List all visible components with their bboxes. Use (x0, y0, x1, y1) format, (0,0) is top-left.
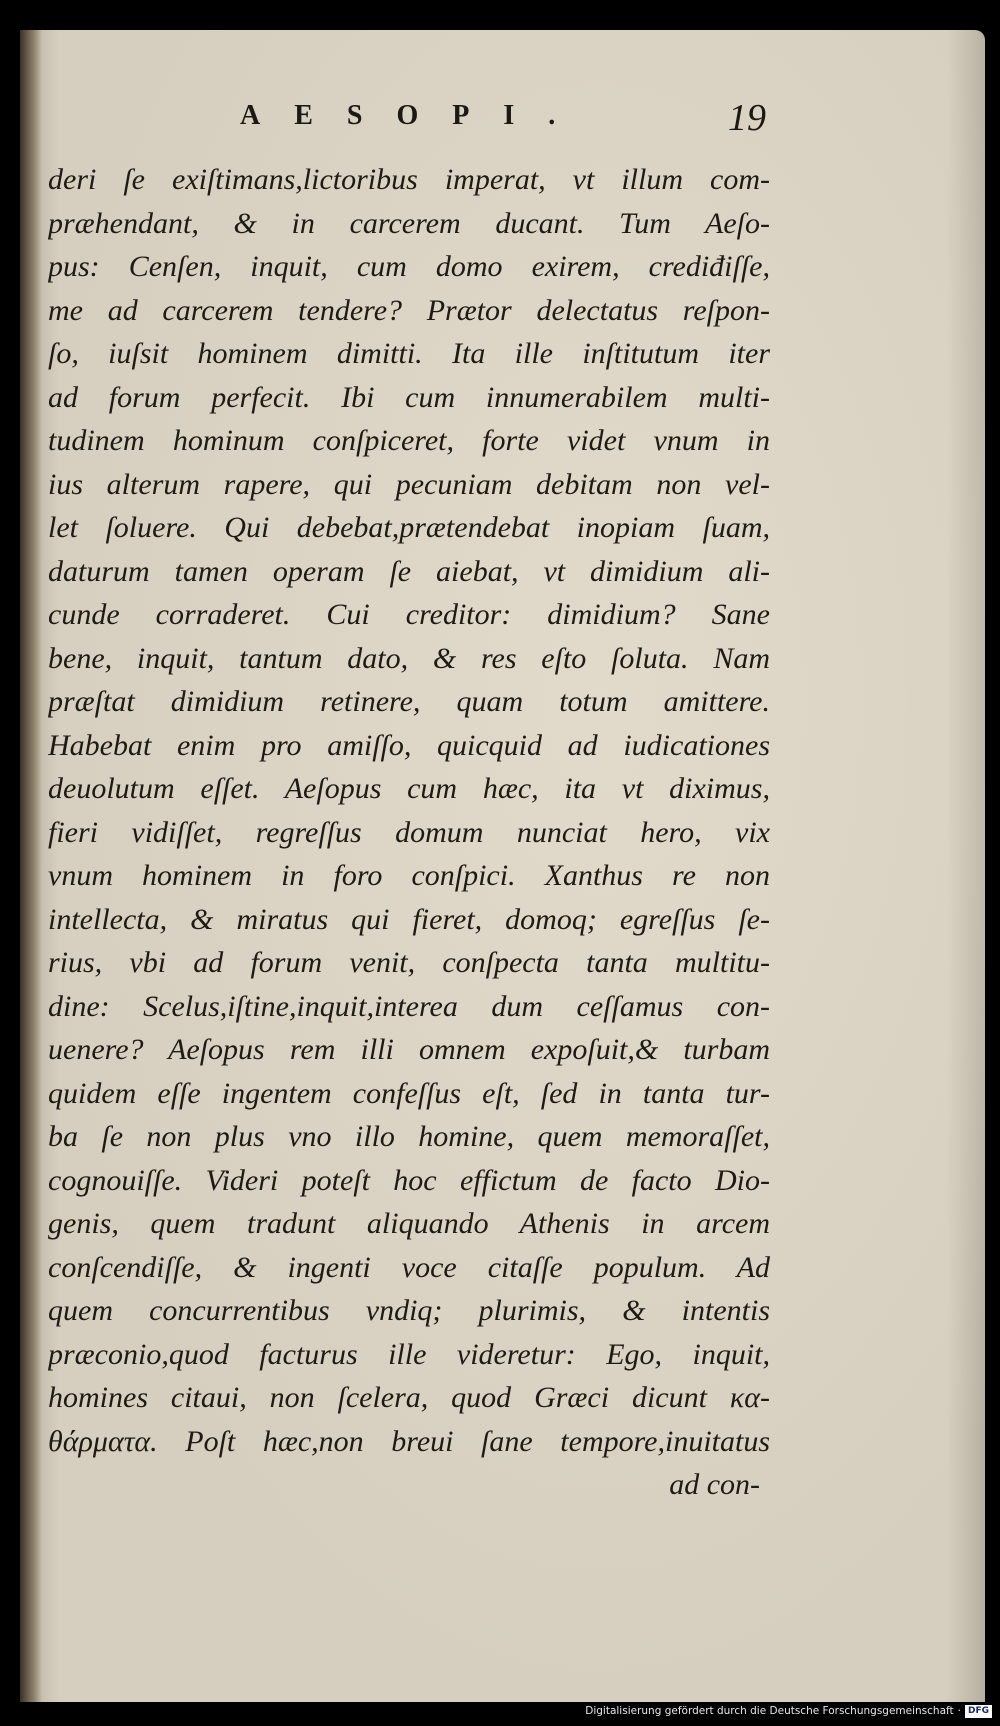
text-line: rius, vbi ad forum venit, conſpecta tanta multitu- (48, 946, 770, 979)
text-line: uenere? Aeſopus rem illi omnem expoſuit,& turbam (48, 1033, 770, 1066)
text-line: ſo, iuſsit hominem dimitti. Ita ille inſtitutum iter (48, 337, 770, 370)
text-line: daturum tamen operam ſe aiebat, vt dimidium ali- (48, 554, 770, 588)
text-line: Habebat enim pro amiſſo, quicquid ad iudicationes (48, 728, 770, 762)
running-title: AESOPI. (240, 100, 590, 131)
text-line: præhendant, & in carcerem ducant. Tum Aeſo- (48, 206, 770, 240)
page-gutter (20, 30, 42, 1702)
text-line: homines citaui, non ſcelera, quod Græci dicunt κα- (48, 1381, 770, 1414)
text-line: tudinem hominum conſpiceret, forte videt vnum in (48, 424, 770, 457)
text-line: me ad carcerem tendere? Prætor delectatus reſpon- (48, 293, 770, 327)
credit-text: Digitalisierung gefördert durch die Deutsche Forschungsgemeinschaft (585, 1705, 954, 1717)
text-line: genis, quem tradunt aliquando Athenis in arcem (48, 1207, 770, 1240)
text-line: deuolutum eſſet. Aeſopus cum hæc, ita vt diximus, (48, 772, 770, 805)
text-line: ba ſe non plus vno illo homine, quem memoraſſet, (48, 1120, 770, 1153)
page-number: 19 (728, 97, 766, 139)
dfg-logo: DFG (965, 1705, 992, 1718)
text-line: intellecta, & miratus qui fieret, domoq; egreſſus ſe- (48, 902, 770, 936)
text-line: let ſoluere. Qui debebat,prætendebat inopiam ſuam, (48, 511, 770, 544)
text-line: bene, inquit, tantum dato, & res eſto ſoluta. Nam (48, 641, 770, 675)
text-line: quem concurrentibus vndiq; plurimis, & intentis (48, 1294, 770, 1327)
text-line: fieri vidiſſet, regreſſus domum nunciat hero, vix (48, 815, 770, 849)
text-line: cognouiſſe. Videri poteſt hoc effictum de facto Dio- (48, 1163, 770, 1197)
text-line: ad forum perfecit. Ibi cum innumerabilem multi- (48, 380, 770, 414)
text-line: præſtat dimidium retinere, quam totum amittere. (48, 685, 770, 718)
text-line: vnum hominem in foro conſpici. Xanthus re non (48, 859, 770, 892)
text-line: præconio,quod facturus ille videretur: Ego, inquit, (48, 1337, 770, 1371)
body-text (48, 158, 770, 1507)
digitization-credit (585, 1702, 992, 1720)
text-line: quidem eſſe ingentem confeſſus eſt, ſed in tanta tur- (48, 1076, 770, 1110)
catchword: ad con- (669, 1468, 760, 1501)
running-head (20, 97, 985, 150)
text-line: θάρματα. Poſt hæc,non breui ſane tempore,inuitatus (48, 1424, 770, 1458)
text-line: conſcendiſſe, & ingenti voce citaſſe populum. Ad (48, 1250, 770, 1284)
text-line: dine: Scelus,iſtine,inquit,interea dum ceſſamus con- (48, 989, 770, 1023)
text-line: ius alterum rapere, qui pecuniam debitam non vel- (48, 467, 770, 501)
text-line: cunde corraderet. Cui creditor: dimidium? Sane (48, 598, 770, 631)
credit-separator: · (957, 1705, 961, 1717)
book-page (20, 30, 985, 1702)
text-line: deri ſe exiſtimans,lictoribus imperat, vt illum com- (48, 163, 770, 196)
text-line: pus: Cenſen, inquit, cum domo exirem, crediđiſſe, (48, 250, 770, 283)
